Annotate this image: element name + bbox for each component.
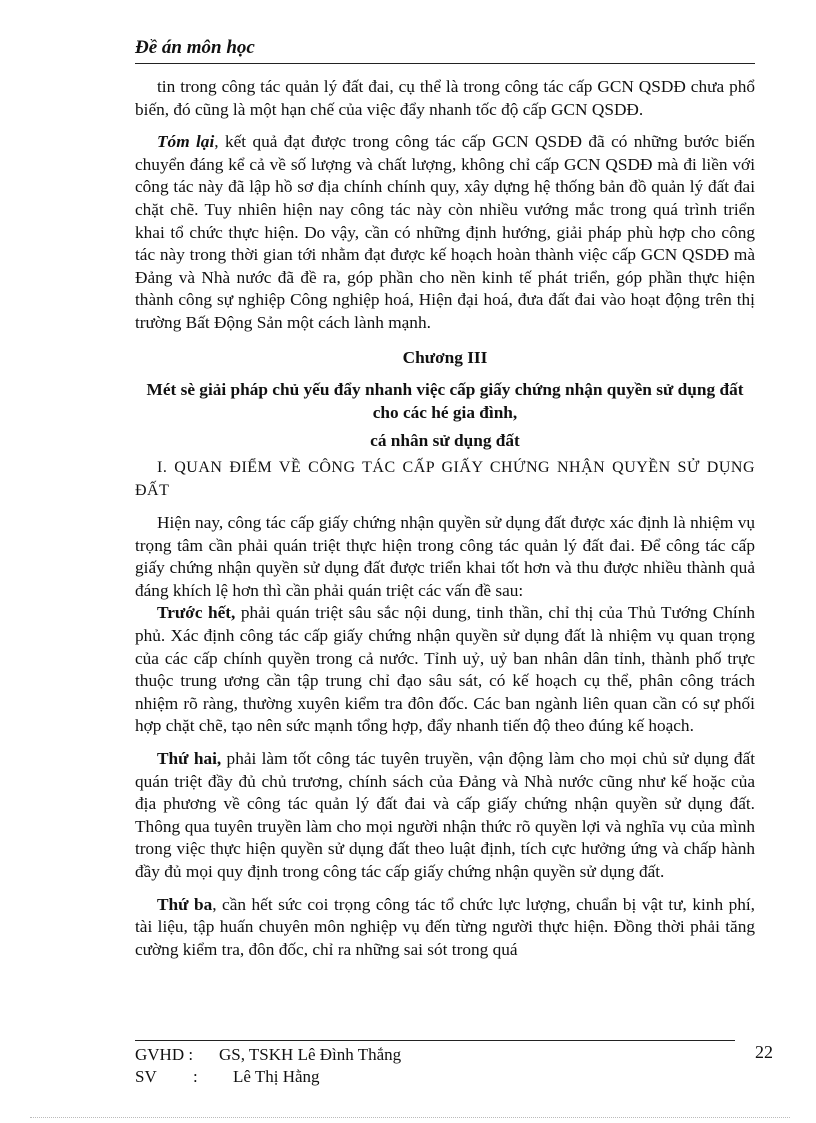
page-footer — [135, 1044, 401, 1088]
paragraph-3: Hiện nay, công tác cấp giấy chứng nhận quyền sử dụng đất được xác định là nhiệm vụ trọng tâm cần phải quán triệt thực hiện trong công tác quản lý đất đai. Để công tác cấp giấy chứng nhận quyền sử dụng đất được triển khai tốt hơn và thu được nhiều thành quả đáng khích lệ hơn thì cần phải quán triệt các vấn đề sau: — [135, 513, 755, 600]
paragraph-2 — [135, 131, 755, 334]
paragraph-5-text: phải làm tốt công tác tuyên truyền, vận động làm cho mọi chủ sử dụng đất quán triệt đầy đủ chủ trương, chính sách của Đảng và Nhà nước cũng như kế hoặc của địa phương về công tác quản lý đất đai và cấp giấy chứng nhận quyền sử dụng đất. Thông qua tuyên truyền làm cho mọi người nhận thức rõ quyền lợi và nghĩa vụ của mình trong việc thực hiện quyền sử dụng đất theo luật định, tích cực hưởng ứng và chấp hành đầy đủ mọi quy định trong công tác cấp giấy chứng nhận quyền sử dụng đất. — [135, 749, 755, 881]
page-number: 22 — [755, 1042, 773, 1062]
page-header — [135, 36, 755, 60]
paragraph-6 — [135, 894, 755, 962]
chapter-subtitle-2: cá nhân sử dụng đất — [370, 431, 520, 451]
student-label: SV — [135, 1067, 157, 1086]
chapter-heading: Chương III — [402, 347, 488, 367]
footer-rule — [135, 1040, 735, 1041]
paragraph-5 — [135, 748, 755, 884]
paragraph-4-lead: Trước hết, — [157, 603, 236, 623]
chapter-subtitle: Mét sè giải pháp chủ yếu đẩy nhanh việc cấp giấy chứng nhận quyền sử dụng đất cho các hé gia đình, — [146, 380, 744, 422]
footer-advisor-row — [135, 1044, 401, 1066]
paragraph-1: tin trong công tác quản lý đất đai, cụ thể là trong công tác cấp GCN QSDĐ chưa phổ biến, đó cũng là một hạn chế của việc đẩy nhanh tốc độ cấp GCN QSDĐ. — [135, 77, 755, 119]
paragraph-4-text: phải quán triệt sâu sắc nội dung, tinh thần, chỉ thị của Thủ Tướng Chính phủ. Xác định công tác cấp giấy chứng nhận quyền sử dụng đất là nhiệm vụ quan trọng của các cấp chính quyền trong cả nước. Tỉnh uỷ, uỷ ban nhân dân tỉnh, thành phố trực thuộc trung ương cần tập trung chỉ đạo sâu sát, có kế hoạch cụ thể, phân công trách nhiệm rõ ràng, thường xuyên kiểm tra đôn đốc. Các ban ngành liên quan cần có sự phối hợp chặt chẽ, tạo nên sức mạnh tổng hợp, đẩy nhanh tiến độ theo đúng kế hoạch. — [135, 603, 755, 736]
footer-student-row — [135, 1066, 401, 1088]
page-bottom-dotted-line — [30, 1117, 790, 1118]
paragraph-6-lead: Thứ ba — [157, 894, 213, 914]
document-body — [135, 76, 755, 961]
advisor-name: GS, TSKH Lê Đình Thắng — [219, 1045, 402, 1064]
paragraph-5-lead: Thứ hai, — [157, 749, 222, 769]
paragraph-2-lead: Tóm lại — [157, 132, 215, 152]
paragraph-6-text: , cần hết sức coi trọng công tác tổ chức lực lượng, chuẩn bị vật tư, kinh phí, tài liệu, tập huấn chuyên môn nghiệp vụ đến từng người thực hiện. Đồng thời phải tăng cường kiểm tra, đôn đốc, chỉ ra những sai sót trong quá — [135, 894, 755, 959]
advisor-label: GVHD : — [135, 1045, 194, 1064]
student-name: Lê Thị Hằng — [233, 1067, 320, 1086]
header-rule — [135, 63, 755, 64]
section-heading: I. QUAN ĐIỂM VỀ CÔNG TÁC CẤP GIẤY CHỨNG NHẬN QUYỀN SỬ DỤNG ĐẤT — [135, 458, 755, 499]
header-title: Đề án môn học — [135, 37, 255, 58]
paragraph-4 — [135, 602, 755, 738]
paragraph-2-text: , kết quả đạt được trong công tác cấp GCN QSDĐ đã có những bước biến chuyển đáng kể cả về số lượng và chất lượng, không chỉ cấp GCN QSDĐ mà đi liền với công tác này đã lập hồ sơ địa chính chính quy, xây dựng hệ thống bản đồ quản lý đất đai chặt chẽ. Tuy nhiên hiện nay công tác này còn nhiều vướng mắc trong quá trình triển khai tổ chức thực hiện. Do vậy, cần có những định hướng, giải pháp phù hợp cho công tác này trong thời gian tới nhằm đạt được kế hoạch hoàn thành việc cấp GCN QSDĐ mà Đảng và Nhà nước đã đề ra, góp phần cho nền kinh tế phát triển, góp phần thực hiện thành công sự nghiệp Công nghiệp hoá, Hiện đại hoá, đưa đất đai vào hoạt động trên thị trường Bất Động Sản một cách lành mạnh. — [135, 132, 756, 332]
student-separator: : — [193, 1067, 198, 1086]
